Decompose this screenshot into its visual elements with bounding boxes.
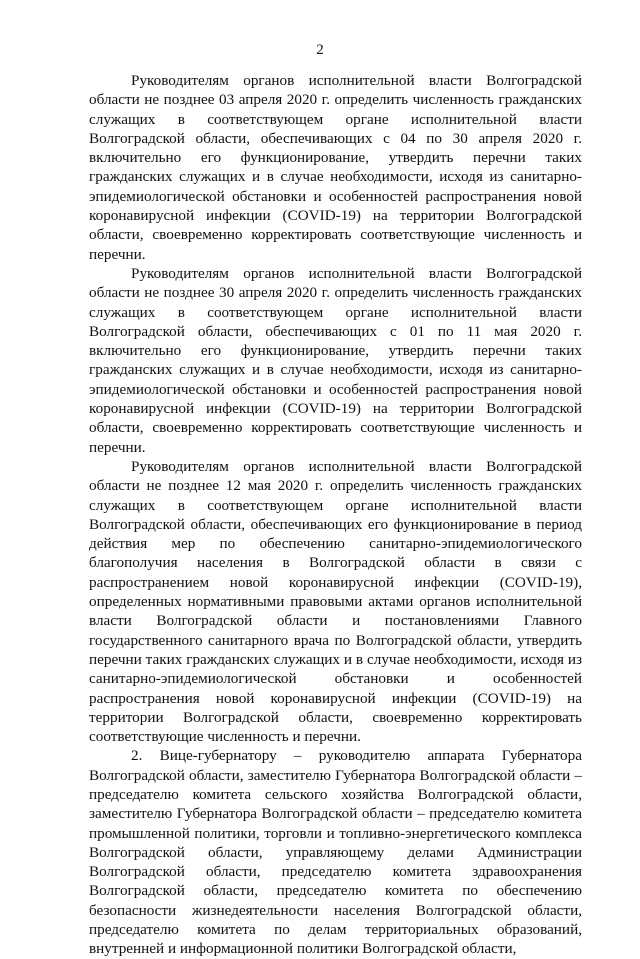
paragraph-4: 2. Вице-губернатору – руководителю аппарата Губернатора Волгоградской области, заместителю Губернатора Волгоградской области – председателю комитета сельского хозяйства Волгоградской области, заместителю Губернатора Волгоградской области – председателю комитета промышленной политики, торговли и топливно-энергетического комплекса Волгоградской области, управляющему делами Администрации Волгоградской области, председателю комитета здравоохранения Волгоградской области, председателю комитета по обеспечению безопасности жизнедеятельности населения Волгоградской области, председателю комитета по делам территориальных образований, внутренней и информационной политики Волгоградской области,	[89, 747, 582, 958]
page-number: 2	[316, 42, 324, 58]
document-body	[89, 71, 582, 959]
paragraph-3: Руководителям органов исполнительной власти Волгоградской области не позднее 12 мая 2020 г. определить численность гражданских служащих в соответствующем органе исполнительной власти Волгоградской области, обеспечивающих его функционирование в период действия мер по обеспечению санитарно-эпидемиологического благополучия населения в Волгоградской области в связи с распространением новой коронавирусной инфекции (COVID-19), определенных нормативными правовыми актами органов исполнительной власти Волгоградской области и постановлениями Главного государственного санитарного врача по Волгоградской области, утвердить перечни таких гражданских служащих и в случае необходимости, исходя из санитарно-эпидемиологической обстановки и особенностей распространения новой коронавирусной инфекции (COVID-19) на территории Волгоградской области, своевременно корректировать соответствующие численность и перечни.	[89, 457, 582, 746]
paragraph-1: Руководителям органов исполнительной власти Волгоградской области не позднее 03 апреля 2020 г. определить численность гражданских служащих в соответствующем органе исполнительной власти Волгоградской области, обеспечивающих с 04 по 30 апреля 2020 г. включительно его функционирование, утвердить перечни таких гражданских служащих и в случае необходимости, исходя из санитарно-эпидемиологической обстановки и особенностей распространения новой коронавирусной инфекции (COVID-19) на территории Волгоградской области, своевременно корректировать соответствующие численность и перечни.	[89, 72, 582, 263]
paragraph-2: Руководителям органов исполнительной власти Волгоградской области не позднее 30 апреля 2020 г. определить численность гражданских служащих в соответствующем органе исполнительной власти Волгоградской области, обеспечивающих с 01 по 11 мая 2020 г. включительно его функционирование, утвердить перечни таких гражданских служащих и в случае необходимости, исходя из санитарно-эпидемиологической обстановки и особенностей распространения новой коронавирусной инфекции (COVID-19) на территории Волгоградской области, своевременно корректировать соответствующие численность и перечни.	[89, 264, 582, 456]
